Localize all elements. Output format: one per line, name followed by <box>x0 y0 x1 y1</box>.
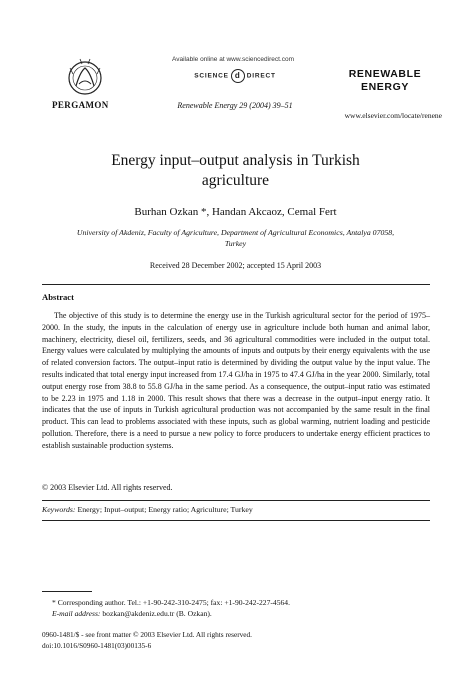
sciencedirect-left-text: SCIENCE <box>194 72 229 80</box>
affiliation-line2: Turkey <box>224 239 247 248</box>
divider-rule <box>42 284 430 285</box>
keywords-label: Keywords: <box>42 505 76 514</box>
article-title-line2: agriculture <box>201 172 270 189</box>
author-list: Burhan Ozkan *, Handan Akcaoz, Cemal Fert <box>134 206 337 218</box>
journal-name-line2: ENERGY <box>361 81 409 93</box>
email-label: E-mail address: <box>52 609 101 618</box>
journal-name-line1: RENEWABLE <box>348 68 422 80</box>
journal-name <box>335 68 435 94</box>
journal-url-link[interactable]: www.elsevier.com/locate/renene <box>344 111 442 120</box>
at-icon: d <box>231 69 245 83</box>
abstract-body: The objective of this study is to determine the energy use in the Turkish agricultural sector for the period of 1975–2000. In the study, the inputs in the calculation of energy use in agriculture include both human and animal labor, machinery, electricity, diesel oil, fertilizers, seeds, and 36 agricultural commodities were included in the output total. Energy values were calculated by multiplying the amounts of inputs and outputs by their energy equivalents with the use of related conversion factors. The output–input ratio is determined by dividing the output value by the input value. The results indicated that total energy input increased from 17.4 GJ/ha in 1975 to 47.4 GJ/ha in the year 2000. Similarly, total output energy rose from 38.8 to 55.8 GJ/ha in the same period. As a consequence, the output–input ratio was estimated to be 2.23 in 1975 and 1.18 in 2000. This result shows that there was a decrease in the output–input energy ratio. It indicates that the use of inputs in Turkish agricultural production was not accompanied by the same result in the final product. This can lead to problems associated with these inputs, such as global warming, nutrient loading and pesticide pollution. Therefore, there is a need to pursue a new policy to force producers to undertake energy efficient practices to establish sustainable production systems. <box>42 311 430 450</box>
abstract-heading: Abstract <box>42 292 74 302</box>
issn-line: 0960-1481/$ - see front matter © 2003 Elsevier Ltd. All rights reserved. <box>42 630 253 639</box>
email-link[interactable]: bozkan@akdeniz.edu.tr (B. Ozkan). <box>102 609 212 618</box>
article-title <box>40 151 431 191</box>
received-dates: Received 28 December 2002; accepted 15 April 2003 <box>149 261 322 270</box>
keywords-values: Energy; Input–output; Energy ratio; Agriculture; Turkey <box>77 505 253 514</box>
sciencedirect-right-text: DIRECT <box>246 72 276 80</box>
corresponding-author-note: * Corresponding author. Tel.: +1-90-242-310-2475; fax: +1-90-242-227-4564. <box>52 598 290 607</box>
divider-rule <box>42 520 430 521</box>
footnote-rule <box>42 591 92 592</box>
doi-link[interactable]: doi:10.1016/S0960-1481(03)00135-6 <box>42 641 152 650</box>
journal-citation: Renewable Energy 29 (2004) 39–51 <box>177 101 293 110</box>
author-affiliation <box>40 227 431 249</box>
publisher-name: PERGAMON <box>52 100 109 110</box>
divider-rule <box>42 500 430 501</box>
article-title-line1: Energy input–output analysis in Turkish <box>111 152 360 169</box>
email-note <box>52 609 212 618</box>
keywords-line <box>42 505 430 514</box>
sciencedirect-logo[interactable] <box>180 69 290 83</box>
affiliation-line1: University of Akdeniz, Faculty of Agriculture, Department of Agricultural Economics, Antalya 07058, <box>76 228 395 237</box>
copyright-notice: © 2003 Elsevier Ltd. All rights reserved. <box>42 483 173 492</box>
sciencedirect-availability[interactable]: Available online at www.sciencedirect.com <box>172 56 294 63</box>
